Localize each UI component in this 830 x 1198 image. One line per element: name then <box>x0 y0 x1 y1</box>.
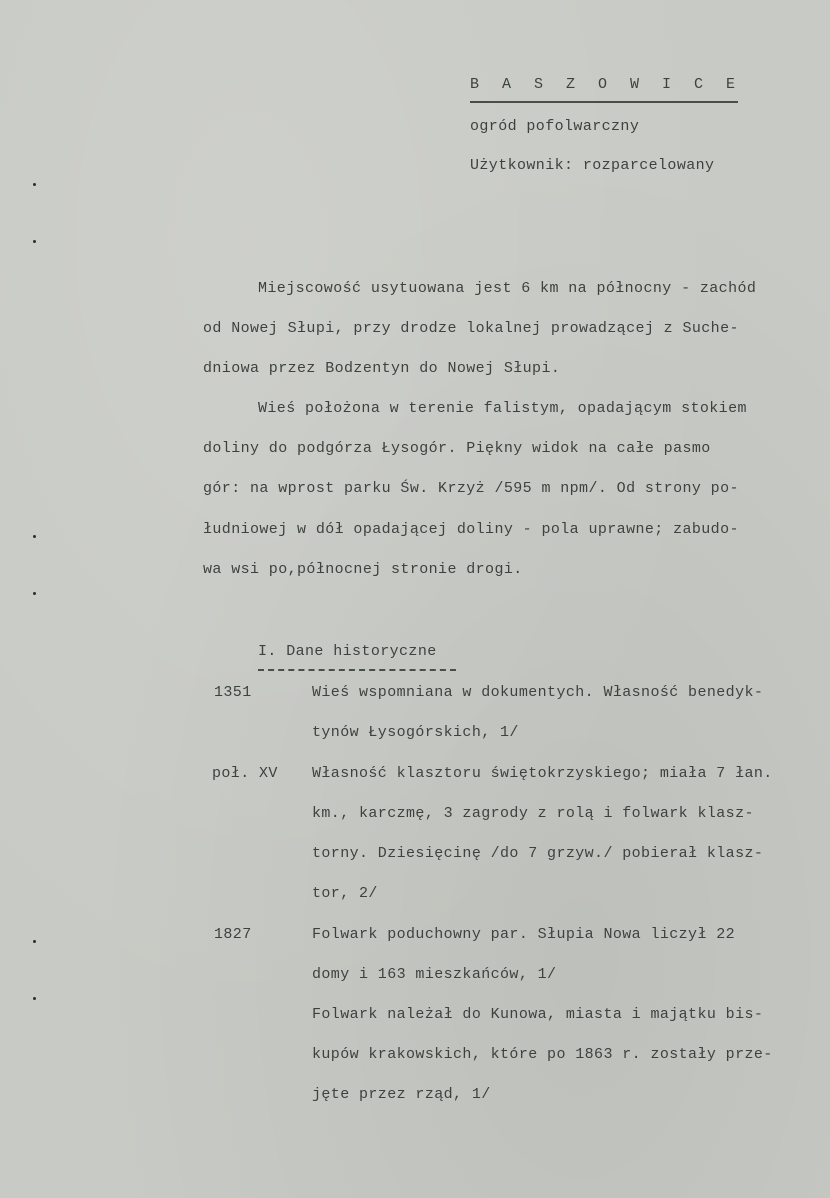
history-text-line: jęte przez rząd, 1/ <box>312 1086 491 1103</box>
description-line: Wieś położona w terenie falistym, opadającym stokiem <box>258 400 747 417</box>
margin-speck <box>33 997 36 1000</box>
margin-speck <box>33 240 36 243</box>
document-title: B A S Z O W I C E <box>470 76 743 93</box>
description-line: łudniowej w dół opadającej doliny - pola uprawne; zabudo- <box>203 521 739 538</box>
history-date: 1827 <box>214 926 252 943</box>
description-line: doliny do podgórza Łysogór. Piękny widok na całe pasmo <box>203 440 711 457</box>
history-date: 1351 <box>214 684 252 701</box>
margin-speck <box>33 535 36 538</box>
history-text-line: torny. Dziesięcinę /do 7 grzyw./ pobierał klasz- <box>312 845 764 862</box>
section-heading: I. Dane historyczne <box>258 643 437 660</box>
description-line: Miejscowość usytuowana jest 6 km na północny - zachód <box>258 280 757 297</box>
description-line: od Nowej Słupi, przy drodze lokalnej prowadzącej z Suche- <box>203 320 739 337</box>
document-user-line: Użytkownik: rozparcelowany <box>470 157 715 174</box>
history-text-line: Folwark należał do Kunowa, miasta i majątku bis- <box>312 1006 764 1023</box>
history-text-line: Wieś wspomniana w dokumentych. Własność benedyk- <box>312 684 764 701</box>
description-line: wa wsi po,północnej stronie drogi. <box>203 561 523 578</box>
history-text-line: kupów krakowskich, które po 1863 r. zostały prze- <box>312 1046 773 1063</box>
history-text-line: tor, 2/ <box>312 885 378 902</box>
description-line: dniowa przez Bodzentyn do Nowej Słupi. <box>203 360 561 377</box>
history-text-line: Własność klasztoru świętokrzyskiego; miała 7 łan. <box>312 765 773 782</box>
description-line: gór: na wprost parku Św. Krzyż /595 m npm/. Od strony po- <box>203 480 739 497</box>
margin-speck <box>33 940 36 943</box>
history-text-line: Folwark poduchowny par. Słupia Nowa liczył 22 <box>312 926 736 943</box>
history-date: poł. XV <box>212 765 278 782</box>
history-text-line: domy i 163 mieszkańców, 1/ <box>312 966 557 983</box>
margin-speck <box>33 183 36 186</box>
title-underline <box>470 101 738 103</box>
history-text-line: km., karczmę, 3 zagrody z rolą i folwark klasz- <box>312 805 754 822</box>
document-subtitle: ogród pofolwarczny <box>470 118 640 135</box>
history-text-line: tynów Łysogórskich, 1/ <box>312 724 519 741</box>
section-heading-underline <box>258 669 456 671</box>
margin-speck <box>33 592 36 595</box>
